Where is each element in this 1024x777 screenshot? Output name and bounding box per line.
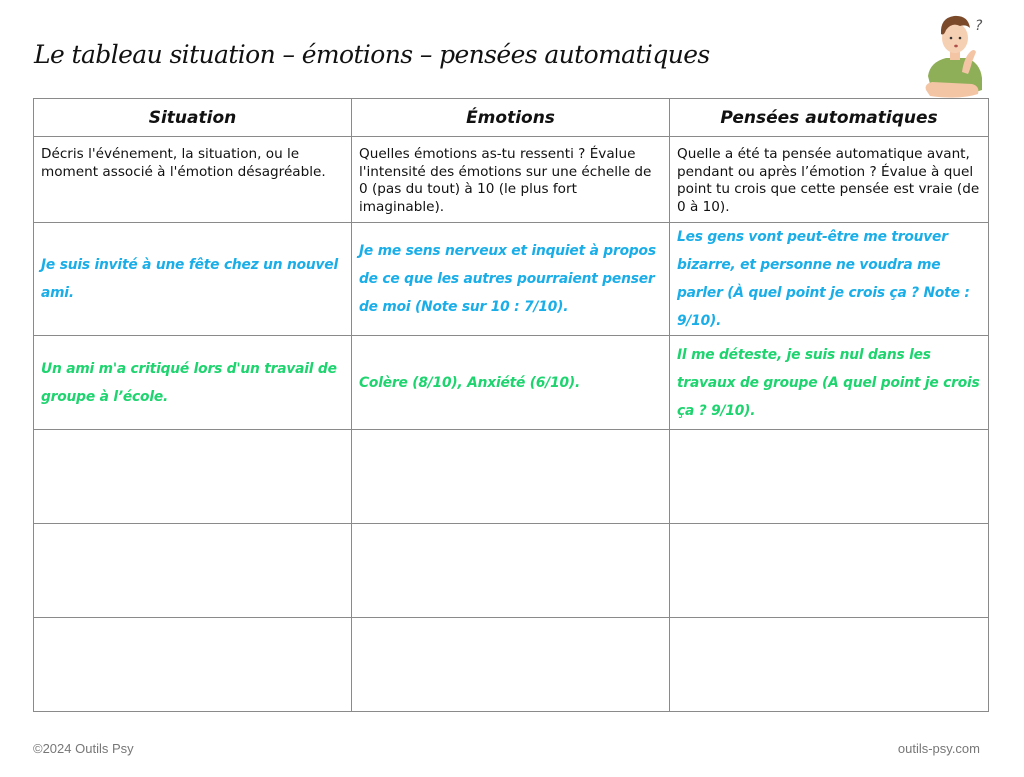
header-situation: Situation: [34, 99, 352, 137]
question-mark-icon: ?: [975, 18, 983, 34]
empty-cell-situation[interactable]: [34, 430, 352, 524]
empty-row-1: [34, 430, 989, 524]
empty-cell-automatic-thoughts[interactable]: [670, 618, 989, 712]
empty-cell-automatic-thoughts[interactable]: [670, 430, 989, 524]
empty-cell-automatic-thoughts[interactable]: [670, 524, 989, 618]
instruction-automatic-thoughts: Quelle a été ta pensée automatique avant, pendant ou après l’émotion ? Évalue à quel point tu crois que cette pensée est vraie (de 0 à 10).: [670, 137, 989, 223]
instruction-situation: Décris l'événement, la situation, ou le moment associé à l'émotion désagréable.: [34, 137, 352, 223]
example-row-1: [34, 223, 989, 336]
example-2-situation[interactable]: Un ami m'a critiqué lors d'un travail de groupe à l’école.: [34, 336, 352, 430]
example-row-2: [34, 336, 989, 430]
header-row: [34, 99, 989, 137]
example-2-emotions[interactable]: Colère (8/10), Anxiété (6/10).: [352, 336, 670, 430]
example-1-automatic-thoughts[interactable]: Les gens vont peut-être me trouver bizarre, et personne ne voudra me parler (À quel point je crois ça ? Note : 9/10).: [670, 223, 989, 336]
example-2-automatic-thoughts[interactable]: Il me déteste, je suis nul dans les travaux de groupe (A quel point je crois ça ? 9/10).: [670, 336, 989, 430]
empty-cell-emotions[interactable]: [352, 430, 670, 524]
header-emotions: Émotions: [352, 99, 670, 137]
empty-cell-emotions[interactable]: [352, 524, 670, 618]
empty-cell-situation[interactable]: [34, 618, 352, 712]
empty-row-3: [34, 618, 989, 712]
thinking-person-icon: [920, 6, 992, 102]
footer-copyright: ©2024 Outils Psy: [33, 741, 134, 756]
empty-row-2: [34, 524, 989, 618]
page-title: Le tableau situation – émotions – pensées automatiques: [34, 40, 710, 69]
example-1-situation[interactable]: Je suis invité à une fête chez un nouvel ami.: [34, 223, 352, 336]
empty-cell-situation[interactable]: [34, 524, 352, 618]
example-1-emotions[interactable]: Je me sens nerveux et inquiet à propos de ce que les autres pourraient penser de moi (Note sur 10 : 7/10).: [352, 223, 670, 336]
header-automatic-thoughts: Pensées automatiques: [670, 99, 989, 137]
empty-cell-emotions[interactable]: [352, 618, 670, 712]
footer-website-link[interactable]: outils-psy.com: [897, 741, 980, 756]
instructions-row: [34, 137, 989, 223]
worksheet-table: [33, 98, 989, 712]
instruction-emotions: Quelles émotions as-tu ressenti ? Évalue l'intensité des émotions sur une échelle de 0 (pas du tout) à 10 (le plus fort imaginable).: [352, 137, 670, 223]
